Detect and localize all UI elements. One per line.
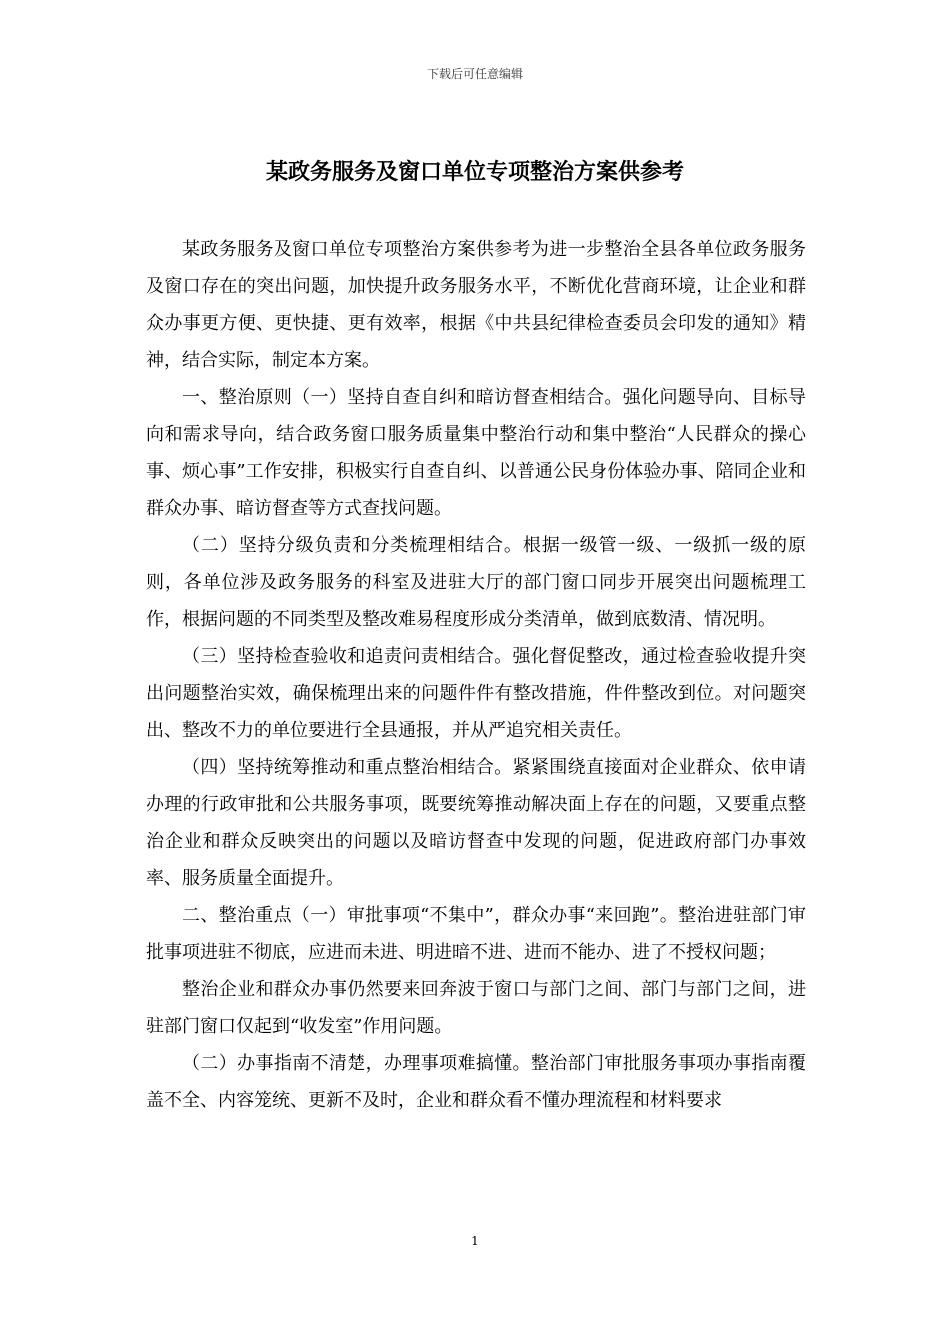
paragraph-focus-1: 二、整治重点（一）审批事项“不集中”，群众办事“来回跑”。整治进驻部门审批事项进驻不彻底，应进而未进、明进暗不进、进而不能办、进了不授权问题； [146,905,806,963]
paragraph-intro: 某政务服务及窗口单位专项整治方案供参考为进一步整治全县各单位政务服务及窗口存在的突出问题，加快提升政务服务水平，不断优化营商环境，让企业和群众办事更方便、更快捷、更有效率，根据《中共县纪律检查委员会印发的通知》精神，结合实际，制定本方案。 [146,239,806,371]
header-note: 下载后可任意编辑 [426,67,523,81]
paragraph-principle-3: （三）坚持检查验收和追责问责相结合。强化督促整改，通过检查验收提升突出问题整治实效，确保梳理出来的问题件件有整改措施，件件整改到位。对问题突出、整改不力的单位要进行全县通报，并从严追究相关责任。 [146,646,806,741]
document-title: 某政务服务及窗口单位专项整治方案供参考 [265,159,684,185]
paragraph-focus-2: （二）办事指南不清楚，办理事项难搞懂。整治部门审批服务事项办事指南覆盖不全、内容笼统、更新不及时，企业和群众看不懂办理流程和材料要求 [146,1053,806,1111]
page-number: 1 [471,1234,479,1248]
paragraph-principle-1: 一、整治原则（一）坚持自查自纠和暗访督查相结合。强化问题导向、目标导向和需求导向，结合政务窗口服务质量集中整治行动和集中整治“人民群众的操心事、烦心事”工作安排，积极实行自查自纠、以普通公民身份体验办事、陪同企业和群众办事、暗访督查等方式查找问题。 [146,387,806,519]
paragraph-principle-2: （二）坚持分级负责和分类梳理相结合。根据一级管一级、一级抓一级的原则，各单位涉及政务服务的科室及进驻大厅的部门窗口同步开展突出问题梳理工作，根据问题的不同类型及整改难易程度形成分类清单，做到底数清、情况明。 [146,535,806,630]
document-body [146,231,806,1119]
paragraph-principle-4: （四）坚持统筹推动和重点整治相结合。紧紧围绕直接面对企业群众、依申请办理的行政审批和公共服务事项，既要统筹推动解决面上存在的问题，又要重点整治企业和群众反映突出的问题以及暗访督查中发现的问题，促进政府部门办事效率、服务质量全面提升。 [146,757,806,889]
paragraph-focus-1-cont: 整治企业和群众办事仍然要来回奔波于窗口与部门之间、部门与部门之间，进驻部门窗口仅起到“收发室”作用问题。 [146,979,806,1037]
